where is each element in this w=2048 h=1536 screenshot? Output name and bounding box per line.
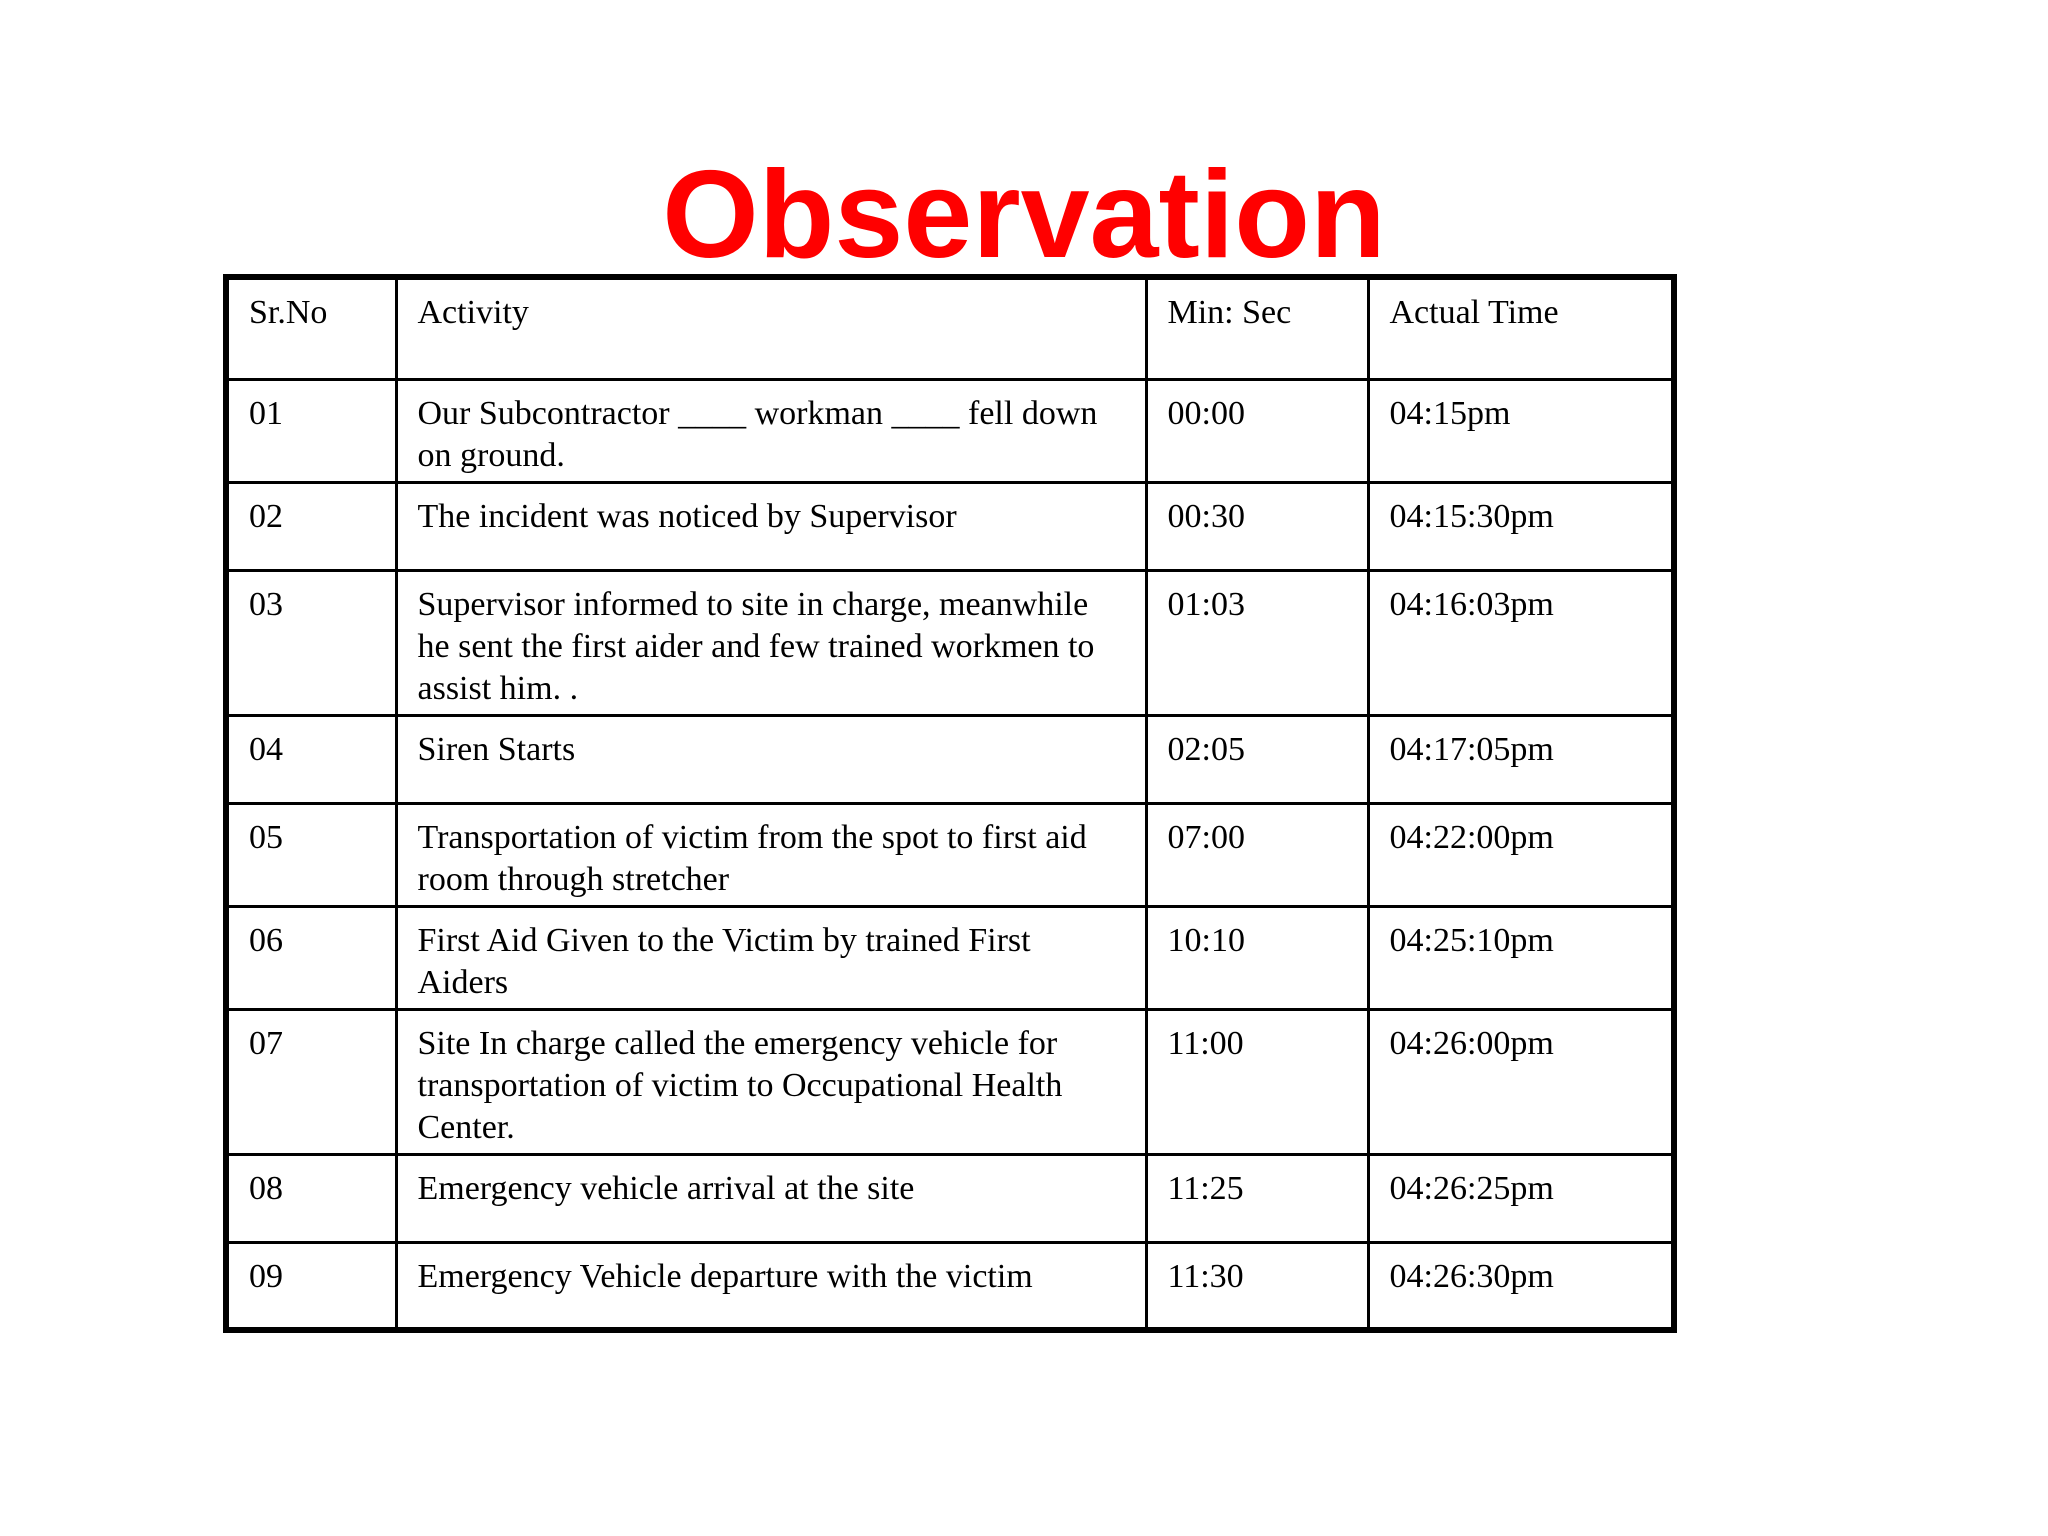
cell-min-sec: 11:25 — [1146, 1154, 1368, 1242]
table-row — [226, 1242, 1674, 1330]
header-actual-time: Actual Time — [1368, 277, 1674, 379]
cell-activity: Supervisor informed to site in charge, meanwhile he sent the first aider and few trained workmen to assist him. . — [396, 570, 1146, 715]
cell-activity: Transportation of victim from the spot to first aid room through stretcher — [396, 803, 1146, 906]
cell-activity: Our Subcontractor ____ workman ____ fell down on ground. — [396, 379, 1146, 482]
cell-actual-time: 04:22:00pm — [1368, 803, 1674, 906]
cell-min-sec: 11:00 — [1146, 1009, 1368, 1154]
header-activity: Activity — [396, 277, 1146, 379]
cell-min-sec: 11:30 — [1146, 1242, 1368, 1330]
cell-actual-time: 04:26:25pm — [1368, 1154, 1674, 1242]
header-srno: Sr.No — [226, 277, 396, 379]
cell-min-sec: 00:00 — [1146, 379, 1368, 482]
table-row — [226, 906, 1674, 1009]
cell-activity: Site In charge called the emergency vehicle for transportation of victim to Occupational Health Center. — [396, 1009, 1146, 1154]
cell-actual-time: 04:26:30pm — [1368, 1242, 1674, 1330]
table-header-row — [226, 277, 1674, 379]
cell-srno: 05 — [226, 803, 396, 906]
cell-actual-time: 04:15:30pm — [1368, 482, 1674, 570]
cell-min-sec: 10:10 — [1146, 906, 1368, 1009]
table-row — [226, 1009, 1674, 1154]
cell-min-sec: 00:30 — [1146, 482, 1368, 570]
header-min-sec: Min: Sec — [1146, 277, 1368, 379]
table-row — [226, 570, 1674, 715]
observation-table — [223, 274, 1677, 1333]
table-row — [226, 1154, 1674, 1242]
cell-activity: Emergency Vehicle departure with the victim — [396, 1242, 1146, 1330]
cell-activity: First Aid Given to the Victim by trained First Aiders — [396, 906, 1146, 1009]
cell-activity: The incident was noticed by Supervisor — [396, 482, 1146, 570]
cell-srno: 03 — [226, 570, 396, 715]
cell-srno: 01 — [226, 379, 396, 482]
cell-srno: 08 — [226, 1154, 396, 1242]
cell-min-sec: 07:00 — [1146, 803, 1368, 906]
table-row — [226, 379, 1674, 482]
cell-actual-time: 04:26:00pm — [1368, 1009, 1674, 1154]
table-row — [226, 482, 1674, 570]
cell-min-sec: 01:03 — [1146, 570, 1368, 715]
cell-actual-time: 04:16:03pm — [1368, 570, 1674, 715]
cell-srno: 06 — [226, 906, 396, 1009]
cell-actual-time: 04:15pm — [1368, 379, 1674, 482]
cell-srno: 04 — [226, 715, 396, 803]
cell-activity: Emergency vehicle arrival at the site — [396, 1154, 1146, 1242]
cell-srno: 02 — [226, 482, 396, 570]
cell-srno: 09 — [226, 1242, 396, 1330]
cell-srno: 07 — [226, 1009, 396, 1154]
cell-min-sec: 02:05 — [1146, 715, 1368, 803]
cell-actual-time: 04:17:05pm — [1368, 715, 1674, 803]
cell-actual-time: 04:25:10pm — [1368, 906, 1674, 1009]
page-title: Observation — [662, 146, 1386, 284]
table-row — [226, 803, 1674, 906]
cell-activity: Siren Starts — [396, 715, 1146, 803]
table-row — [226, 715, 1674, 803]
